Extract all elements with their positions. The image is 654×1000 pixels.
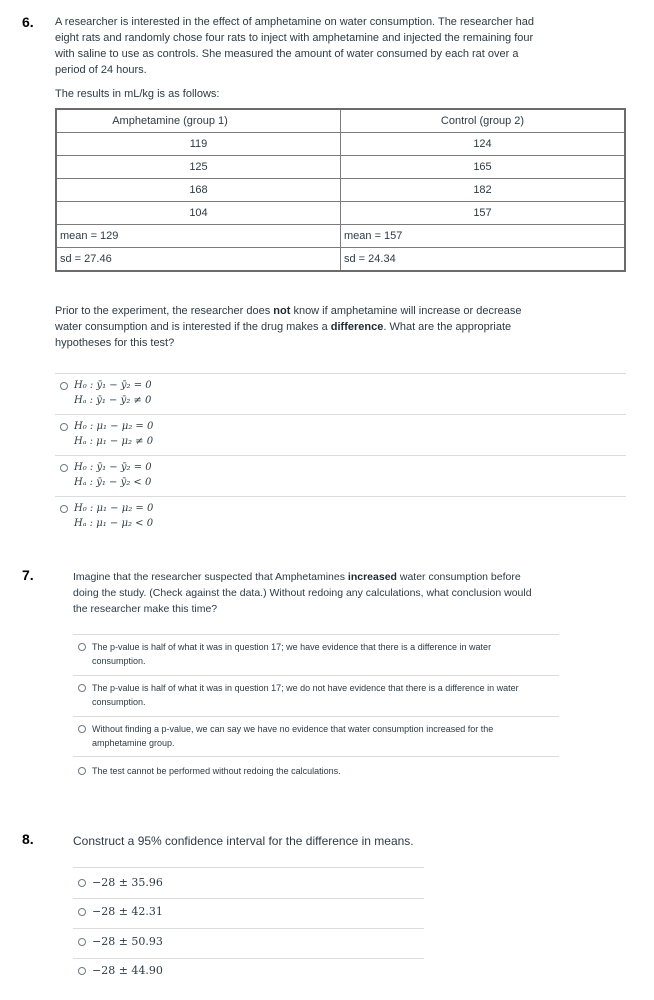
prompt-text: water consumption and is interested if the drug makes a <box>55 321 331 333</box>
option-h0: H₀ : μ₁ − μ₂ = 0 <box>74 421 154 432</box>
divider <box>55 496 626 497</box>
option-line: consumption. <box>92 697 146 707</box>
divider <box>73 928 424 929</box>
divider <box>73 867 424 868</box>
question-7-line-2: doing the study. (Check against the data.) Without redoing any calculations, what conclusion would <box>73 587 532 599</box>
question-8-text: Construct a 95% confidence interval for the difference in means. <box>73 834 414 848</box>
ci-option-text: −28 ± 44.90 <box>92 964 163 977</box>
conclusion-option-3[interactable] <box>78 722 558 752</box>
option-line: The p-value is half of what it was in question 17; we have evidence that there is a difference in water <box>92 642 492 652</box>
radio-button[interactable] <box>78 879 86 887</box>
option-h0: H₀ : ȳ₁ − ȳ₂ = 0 <box>74 380 152 391</box>
table-cell: 168 <box>56 179 341 202</box>
ci-option-1[interactable] <box>78 876 418 894</box>
ci-option-4[interactable] <box>78 964 418 982</box>
radio-button[interactable] <box>60 382 68 390</box>
question-emphasis-increased: increased <box>347 571 397 583</box>
option-text <box>92 681 519 709</box>
conclusion-option-2[interactable] <box>78 681 558 711</box>
radio-button[interactable] <box>78 725 86 733</box>
table-cell: 119 <box>56 133 341 156</box>
prompt-text: Prior to the experiment, the researcher does <box>55 305 274 317</box>
hypothesis-option-2[interactable] <box>60 421 620 453</box>
divider <box>55 373 626 374</box>
hypothesis-option-4[interactable] <box>60 503 620 535</box>
option-line: The test cannot be performed without redoing the calculations. <box>92 766 341 776</box>
prompt-line-1 <box>55 303 635 319</box>
table-sd-row <box>56 248 625 272</box>
table-header-group-1: Amphetamine (group 1) <box>56 109 341 133</box>
ci-option-text: −28 ± 35.96 <box>92 876 163 889</box>
question-7-text <box>73 569 633 617</box>
results-label: The results in mL/kg is as follows: <box>55 88 220 100</box>
divider <box>73 958 424 959</box>
question-6-line-1: A researcher is interested in the effect of amphetamine on water consumption. The researcher had <box>55 16 534 28</box>
option-ha: Hₐ : μ₁ − μ₂ < 0 <box>74 518 154 529</box>
divider <box>73 675 559 676</box>
table-cell: 104 <box>56 202 341 225</box>
table-header-row <box>56 109 625 133</box>
option-text <box>92 722 493 750</box>
table-row <box>56 179 625 202</box>
divider <box>73 634 559 635</box>
option-ha: Hₐ : ȳ₁ − ȳ₂ < 0 <box>74 477 152 488</box>
question-text: Imagine that the researcher suspected that Amphetamines <box>73 571 348 583</box>
ci-option-text: −28 ± 50.93 <box>92 935 163 948</box>
conclusion-option-1[interactable] <box>78 640 558 670</box>
radio-button[interactable] <box>60 505 68 513</box>
question-7-number: 7. <box>22 567 34 583</box>
table-cell: 182 <box>341 179 626 202</box>
table-row <box>56 156 625 179</box>
mean-group-2: mean = 157 <box>341 225 626 248</box>
sd-group-2: sd = 24.34 <box>341 248 626 272</box>
table-row <box>56 133 625 156</box>
option-ha: Hₐ : ȳ₁ − ȳ₂ ≠ 0 <box>74 395 152 406</box>
divider <box>73 756 559 757</box>
question-6-line-4: period of 24 hours. <box>55 64 147 76</box>
radio-button[interactable] <box>78 684 86 692</box>
hypothesis-option-3[interactable] <box>60 462 620 494</box>
ci-option-2[interactable] <box>78 905 418 923</box>
option-line: amphetamine group. <box>92 738 175 748</box>
radio-button[interactable] <box>78 908 86 916</box>
divider <box>55 455 626 456</box>
table-cell: 124 <box>341 133 626 156</box>
option-h0: H₀ : μ₁ − μ₂ = 0 <box>74 503 154 514</box>
mean-group-1: mean = 129 <box>56 225 341 248</box>
question-8-number: 8. <box>22 831 34 847</box>
sd-group-1: sd = 27.46 <box>56 248 341 272</box>
option-ha: Hₐ : μ₁ − μ₂ ≠ 0 <box>74 436 154 447</box>
conclusion-option-4[interactable] <box>78 764 558 780</box>
question-6-text <box>55 14 635 78</box>
radio-button[interactable] <box>60 423 68 431</box>
table-mean-row <box>56 225 625 248</box>
prompt-text: know if amphetamine will increase or decrease <box>290 305 522 317</box>
prompt-line-2 <box>55 319 635 335</box>
ci-option-text: −28 ± 42.31 <box>92 905 163 918</box>
question-text: water consumption before <box>396 571 521 583</box>
radio-button[interactable] <box>78 767 86 775</box>
table-cell: 165 <box>341 156 626 179</box>
hypotheses-prompt <box>55 303 635 351</box>
prompt-line-3: hypotheses for this test? <box>55 337 175 349</box>
ci-option-3[interactable] <box>78 935 418 953</box>
divider <box>73 898 424 899</box>
table-cell: 125 <box>56 156 341 179</box>
table-header-group-2: Control (group 2) <box>341 109 626 133</box>
option-text <box>92 640 491 668</box>
radio-button[interactable] <box>78 967 86 975</box>
question-7-line-3: the researcher make this time? <box>73 603 218 615</box>
option-line: Without finding a p-value, we can say we have no evidence that water consumption increased for the <box>92 724 494 734</box>
results-table <box>55 108 626 272</box>
radio-button[interactable] <box>78 938 86 946</box>
question-7-line-1 <box>73 569 633 585</box>
question-6-number: 6. <box>22 14 34 30</box>
prompt-emphasis-difference: difference <box>330 321 384 333</box>
divider <box>55 414 626 415</box>
prompt-text: . What are the appropriate <box>383 321 512 333</box>
table-row <box>56 202 625 225</box>
option-line: The p-value is half of what it was in question 17; we do not have evidence that there is a difference in water <box>92 683 519 693</box>
hypothesis-option-1[interactable] <box>60 380 620 412</box>
prompt-emphasis-not: not <box>273 305 291 317</box>
option-line: consumption. <box>92 656 146 666</box>
divider <box>73 716 559 717</box>
option-text <box>92 764 341 778</box>
table-cell: 157 <box>341 202 626 225</box>
question-6-line-3: with saline to use as controls. She measured the amount of water consumed by each rat over a <box>55 48 519 60</box>
question-6-line-2: eight rats and randomly chose four rats to inject with amphetamine and injected the remaining four <box>55 32 534 44</box>
option-h0: H₀ : ȳ₁ − ȳ₂ = 0 <box>74 462 152 473</box>
radio-button[interactable] <box>78 643 86 651</box>
radio-button[interactable] <box>60 464 68 472</box>
